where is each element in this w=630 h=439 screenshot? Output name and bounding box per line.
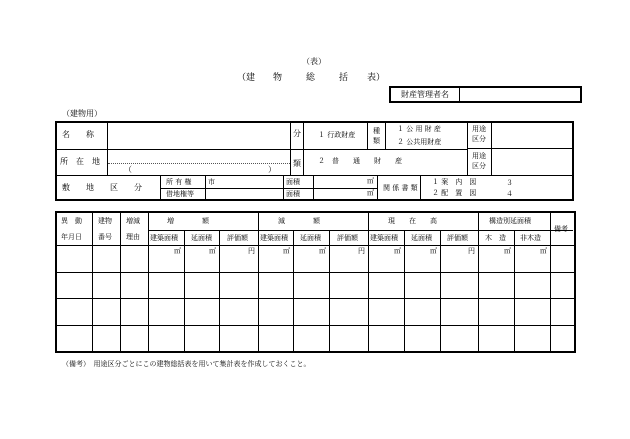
title-char: 表） <box>367 73 386 83</box>
general-property: ２ 普 通 財 産 <box>318 157 402 165</box>
divider <box>478 212 479 352</box>
bun-label: 分 <box>293 129 301 138</box>
leased-label: 借地権等 <box>166 190 194 198</box>
sub-valuation: 評価額 <box>227 234 248 242</box>
col-building-no: 番号 <box>98 233 112 241</box>
city-label: 市 <box>208 178 215 186</box>
col-building-no: 建物 <box>98 217 112 225</box>
divider <box>258 212 259 352</box>
youto-kubun-2: 区分 <box>472 162 486 170</box>
divider <box>56 325 575 326</box>
shurui-label-1: 種 <box>373 127 380 135</box>
divider <box>467 148 573 149</box>
manager-name-field[interactable] <box>460 87 582 102</box>
group-increase: 増 額 <box>167 217 209 225</box>
unit-yen: 円 <box>468 247 475 255</box>
sub-floor-area: 延面積 <box>300 234 321 242</box>
divider <box>160 188 377 189</box>
sub-building-area: 建築面積 <box>150 234 178 242</box>
manager-name-label: 財産管理者名 <box>390 87 460 102</box>
common-use: ２ 公共用財産 <box>397 138 442 146</box>
divider <box>440 231 441 352</box>
name-field[interactable] <box>108 123 289 148</box>
divider <box>420 176 421 200</box>
layout-map: ２ 配 置 図 <box>432 189 477 197</box>
divider <box>219 231 220 352</box>
divider <box>404 231 405 352</box>
title-char: 括 <box>339 73 349 83</box>
location-divider <box>108 163 290 164</box>
unit-sqm: ㎡ <box>504 247 511 255</box>
layout-map-no: ４ <box>506 190 513 198</box>
divider <box>293 231 294 352</box>
divider <box>184 231 185 352</box>
divider <box>56 298 575 299</box>
site-category-label: 敷 地 区 分 <box>62 183 142 192</box>
divider <box>160 176 161 200</box>
guide-map-no: ３ <box>506 179 513 187</box>
group-structure: 構造別延面積 <box>489 217 531 225</box>
sub-nonwooden: 非木造 <box>520 234 541 242</box>
divider <box>283 176 284 200</box>
youto-kubun-1: 用途 <box>472 125 486 133</box>
divider <box>56 245 575 246</box>
col-reason: 増減 <box>126 217 140 225</box>
group-current: 現 在 高 <box>388 217 437 225</box>
unit-yen: 円 <box>248 247 255 255</box>
section-label: （建物用） <box>62 109 102 118</box>
unit-sqm: ㎡ <box>430 247 437 255</box>
sqm-unit: ㎡ <box>367 177 374 185</box>
name-label: 名 称 <box>62 130 94 139</box>
shurui-label-2: 類 <box>373 137 380 145</box>
divider <box>303 122 304 176</box>
col-change-date: 年月日 <box>61 233 82 241</box>
divider <box>368 212 369 352</box>
col-change-date: 異 動 <box>61 217 82 225</box>
unit-sqm: ㎡ <box>540 247 547 255</box>
public-use: １ 公 用 財 産 <box>397 125 441 133</box>
divider <box>148 230 573 231</box>
youto-kubun-1: 用途 <box>472 152 486 160</box>
related-docs-label: 関 係 書 類 <box>383 184 418 192</box>
divider <box>290 122 291 176</box>
divider <box>56 272 575 273</box>
divider <box>313 176 314 200</box>
sub-building-area: 建築面積 <box>370 234 398 242</box>
unit-sqm: ㎡ <box>319 247 326 255</box>
unit-sqm: ㎡ <box>283 247 290 255</box>
location-paren-open: （ <box>124 165 132 174</box>
location-field[interactable] <box>108 151 289 163</box>
location-paren-close: ） <box>268 165 276 174</box>
col-remarks: 備考 <box>554 225 568 233</box>
title-char: 総 <box>306 73 316 83</box>
col-reason: 理由 <box>126 233 140 241</box>
sub-valuation: 評価額 <box>337 234 358 242</box>
sub-floor-area: 延面積 <box>411 234 432 242</box>
area-label: 面積 <box>286 190 300 198</box>
divider <box>367 149 467 150</box>
divider <box>385 122 386 150</box>
sqm-unit: ㎡ <box>367 189 374 197</box>
divider <box>367 122 368 150</box>
guide-map: １ 案 内 図 <box>432 178 477 186</box>
divider <box>56 175 572 176</box>
sub-building-area: 建築面積 <box>260 234 288 242</box>
divider <box>92 212 93 352</box>
divider <box>377 176 378 200</box>
unit-sqm: ㎡ <box>174 247 181 255</box>
divider <box>120 212 121 352</box>
divider <box>205 176 206 200</box>
divider <box>550 212 551 352</box>
divider <box>148 212 149 352</box>
rui-label: 類 <box>293 159 301 168</box>
footer-note: （備考） 用途区分ごとにこの建物総括表を用いて集計表を作成しておくこと。 <box>62 360 311 368</box>
title-char: （建 <box>237 73 256 83</box>
divider <box>514 231 515 352</box>
unit-yen: 円 <box>358 247 365 255</box>
sub-wooden: 木 造 <box>485 234 506 242</box>
owned-label: 所 有 権 <box>166 178 192 186</box>
title-char: 物 <box>273 73 283 83</box>
divider <box>491 122 492 176</box>
divider <box>329 231 330 352</box>
area-label: 面積 <box>286 178 300 186</box>
location-label: 所 在 地 <box>60 157 100 166</box>
youto-kubun-2: 区分 <box>472 135 486 143</box>
form-label: （表） <box>302 57 326 66</box>
sub-valuation: 評価額 <box>447 234 468 242</box>
admin-property: １ 行政財産 <box>318 131 356 139</box>
unit-sqm: ㎡ <box>209 247 216 255</box>
unit-sqm: ㎡ <box>394 247 401 255</box>
manager-name-box <box>389 86 582 103</box>
sub-floor-area: 延面積 <box>191 234 212 242</box>
divider <box>467 122 468 176</box>
group-decrease: 減 額 <box>278 217 320 225</box>
